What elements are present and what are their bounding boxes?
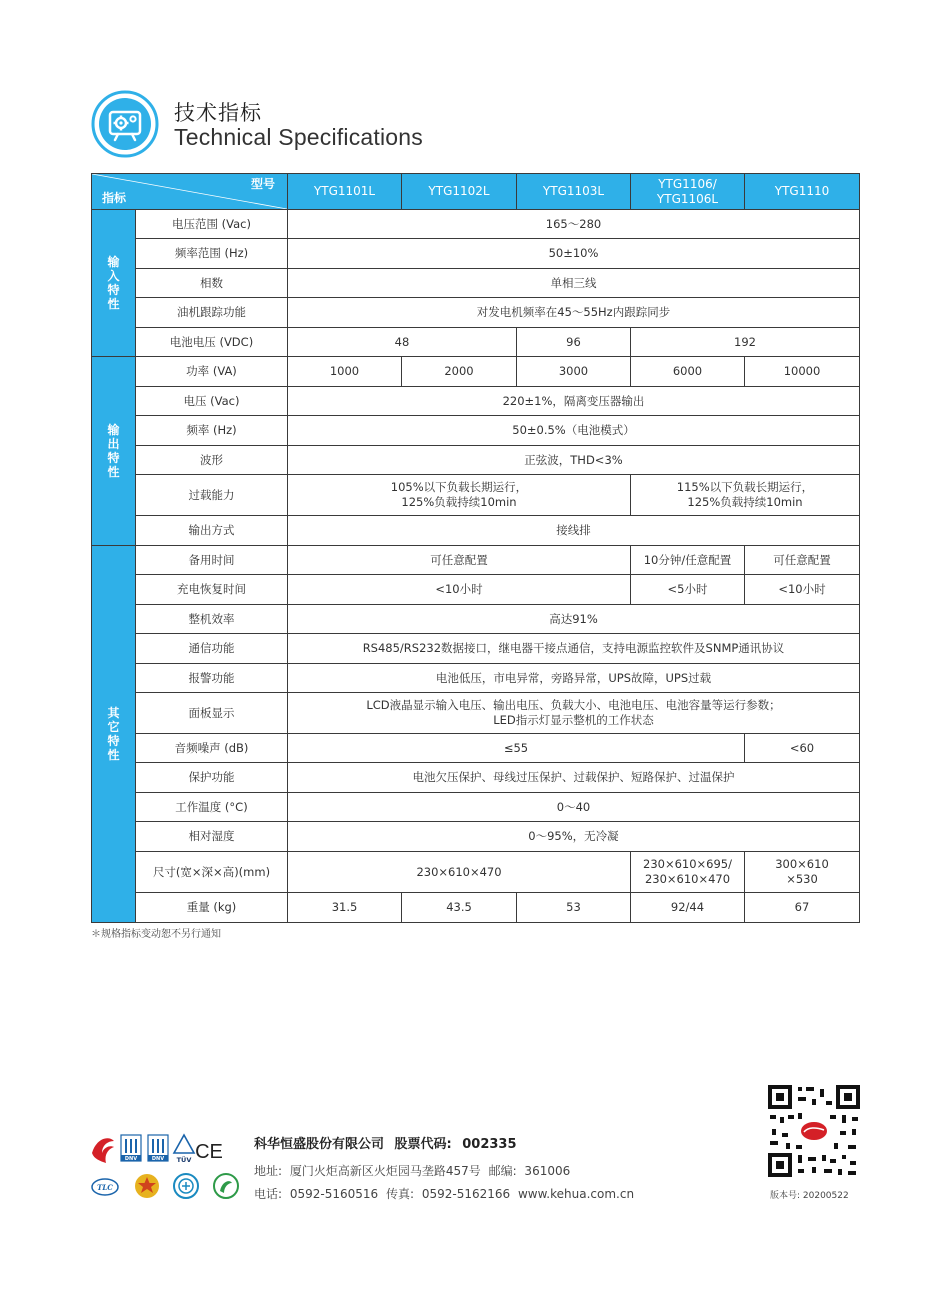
cell-value: 300×610 ×530 (745, 852, 860, 893)
table-row (92, 210, 860, 239)
cell-value: LCD液晶显示输入电压、输出电压、负载大小、电池电压、电池容量等运行参数； LED指示灯显示整机的工作状态 (288, 693, 860, 734)
model-header: YTG1110 (745, 174, 860, 210)
cell-value: 220±1%，隔离变压器输出 (288, 387, 860, 416)
cell-value: 10000 (745, 357, 860, 387)
row-label: 输出方式 (136, 516, 288, 546)
company-contact: 电话: 0592-5160516 传真: 0592-5162166 www.kehua.com.cn (254, 1187, 635, 1201)
row-label: 油机跟踪功能 (136, 298, 288, 328)
table-row (92, 634, 860, 664)
cell-value: 对发电机频率在45～55Hz内跟踪同步 (288, 298, 860, 328)
cell-value: ≤55 (288, 734, 745, 763)
table-corner-cell (92, 174, 288, 210)
cell-value: <60 (745, 734, 860, 763)
cell-value: 电池欠压保护、母线过压保护、过载保护、短路保护、过温保护 (288, 763, 860, 793)
svg-text:DNV: DNV (151, 1156, 165, 1162)
row-label: 整机效率 (136, 605, 288, 634)
svg-text:DNV: DNV (124, 1156, 138, 1162)
model-header: YTG1103L (517, 174, 631, 210)
table-row (92, 605, 860, 634)
spec-table (91, 173, 860, 923)
company-name: 科华恒盛股份有限公司 股票代码: 002335 (254, 1137, 517, 1152)
row-label: 电压 (Vac) (136, 387, 288, 416)
table-row (92, 546, 860, 575)
row-label: 功率 (VA) (136, 357, 288, 387)
ce-logo-icon (195, 1141, 223, 1163)
cell-value: 31.5 (288, 893, 402, 923)
cell-value: 92/44 (631, 893, 745, 923)
corner-model-label: 型号 (250, 177, 275, 191)
row-label: 重量 (kg) (136, 893, 288, 923)
table-row (92, 357, 860, 387)
cell-value: 1000 (288, 357, 402, 387)
cell-value: 0～40 (288, 793, 860, 822)
model-header: YTG1102L (402, 174, 517, 210)
cell-value: 43.5 (402, 893, 517, 923)
cell-value: 正弦波，THD<3% (288, 446, 860, 475)
cell-value: <5小时 (631, 575, 745, 605)
row-label: 音频噪声 (dB) (136, 734, 288, 763)
cell-value: 10分钟/任意配置 (631, 546, 745, 575)
company-address: 地址: 厦门火炬高新区火炬园马垄路457号 邮编: 361006 (254, 1164, 571, 1178)
row-label: 过载能力 (136, 475, 288, 516)
qr-code-icon (768, 1085, 860, 1177)
table-row (92, 822, 860, 852)
row-label: 尺寸(宽×深×高)(mm) (136, 852, 288, 893)
tuv-logo-icon (174, 1135, 194, 1164)
table-row (92, 693, 860, 734)
quality-seal-icon (174, 1174, 198, 1198)
cell-value: 192 (631, 328, 860, 357)
table-row (92, 269, 860, 298)
row-label: 通信功能 (136, 634, 288, 664)
cell-value: 105%以下负载长期运行， 125%负载持续10min (288, 475, 631, 516)
tlc-logo-icon (92, 1179, 118, 1195)
ccc-logo-icon (92, 1138, 114, 1163)
row-label: 报警功能 (136, 664, 288, 693)
row-label: 电压范围 (Vac) (136, 210, 288, 239)
spec-note: ＊规格指标变动恕不另行通知 (91, 929, 221, 940)
row-label: 波形 (136, 446, 288, 475)
dnv-logo-icon (121, 1135, 141, 1162)
table-row (92, 734, 860, 763)
cell-value: 67 (745, 893, 860, 923)
row-label: 相数 (136, 269, 288, 298)
settings-gear-icon (91, 90, 159, 158)
row-label: 备用时间 (136, 546, 288, 575)
table-row (92, 763, 860, 793)
table-row (92, 387, 860, 416)
version-number: 版本号: 20200522 (770, 1191, 849, 1201)
row-label: 频率 (Hz) (136, 416, 288, 446)
cell-value: 单相三线 (288, 269, 860, 298)
cell-value: 230×610×470 (288, 852, 631, 893)
page-subtitle: Technical Specifications (174, 124, 423, 150)
cell-value: 电池低压，市电异常，旁路异常，UPS故障，UPS过载 (288, 664, 860, 693)
cell-value: 6000 (631, 357, 745, 387)
table-row (92, 664, 860, 693)
row-label: 电池电压 (VDC) (136, 328, 288, 357)
row-label: 保护功能 (136, 763, 288, 793)
model-header: YTG1106/ YTG1106L (631, 174, 745, 210)
cell-value: 96 (517, 328, 631, 357)
certification-logos (90, 1131, 245, 1203)
award-medal-icon (135, 1174, 159, 1198)
row-label: 频率范围 (Hz) (136, 239, 288, 269)
group-input: 输入特性 (92, 210, 136, 357)
cell-value: 2000 (402, 357, 517, 387)
table-header-row (92, 174, 860, 210)
cell-value: 接线排 (288, 516, 860, 546)
page-title: 技术指标 (174, 101, 262, 125)
row-label: 工作温度 (°C) (136, 793, 288, 822)
cell-value: 可任意配置 (288, 546, 631, 575)
environment-seal-icon (214, 1174, 238, 1198)
cell-value: 可任意配置 (745, 546, 860, 575)
cell-value: 165～280 (288, 210, 860, 239)
row-label: 相对湿度 (136, 822, 288, 852)
group-other: 其它特性 (92, 546, 136, 923)
table-row (92, 328, 860, 357)
table-row (92, 475, 860, 516)
table-row (92, 446, 860, 475)
table-row (92, 852, 860, 893)
cell-value: 115%以下负载长期运行， 125%负载持续10min (631, 475, 860, 516)
cell-value: RS485/RS232数据接口，继电器干接点通信，支持电源监控软件及SNMP通讯协议 (288, 634, 860, 664)
svg-text:CE: CE (195, 1141, 223, 1163)
svg-text:TLC: TLC (97, 1183, 113, 1192)
cell-value: <10小时 (288, 575, 631, 605)
table-row (92, 298, 860, 328)
cell-value: 50±10% (288, 239, 860, 269)
cell-value: 3000 (517, 357, 631, 387)
cell-value: 50±0.5%（电池模式） (288, 416, 860, 446)
dnv-logo-icon (148, 1135, 168, 1162)
cell-value: 48 (288, 328, 517, 357)
table-row (92, 239, 860, 269)
model-header: YTG1101L (288, 174, 402, 210)
group-output: 输出特性 (92, 357, 136, 546)
table-row (92, 893, 860, 923)
row-label: 充电恢复时间 (136, 575, 288, 605)
cell-value: 230×610×695/ 230×610×470 (631, 852, 745, 893)
cell-value: <10小时 (745, 575, 860, 605)
table-row (92, 516, 860, 546)
table-row (92, 416, 860, 446)
table-row (92, 575, 860, 605)
cell-value: 53 (517, 893, 631, 923)
corner-spec-label: 指标 (102, 191, 127, 205)
cell-value: 高达91% (288, 605, 860, 634)
svg-text:TÜV: TÜV (176, 1156, 192, 1164)
row-label: 面板显示 (136, 693, 288, 734)
cell-value: 0～95%，无冷凝 (288, 822, 860, 852)
table-row (92, 793, 860, 822)
